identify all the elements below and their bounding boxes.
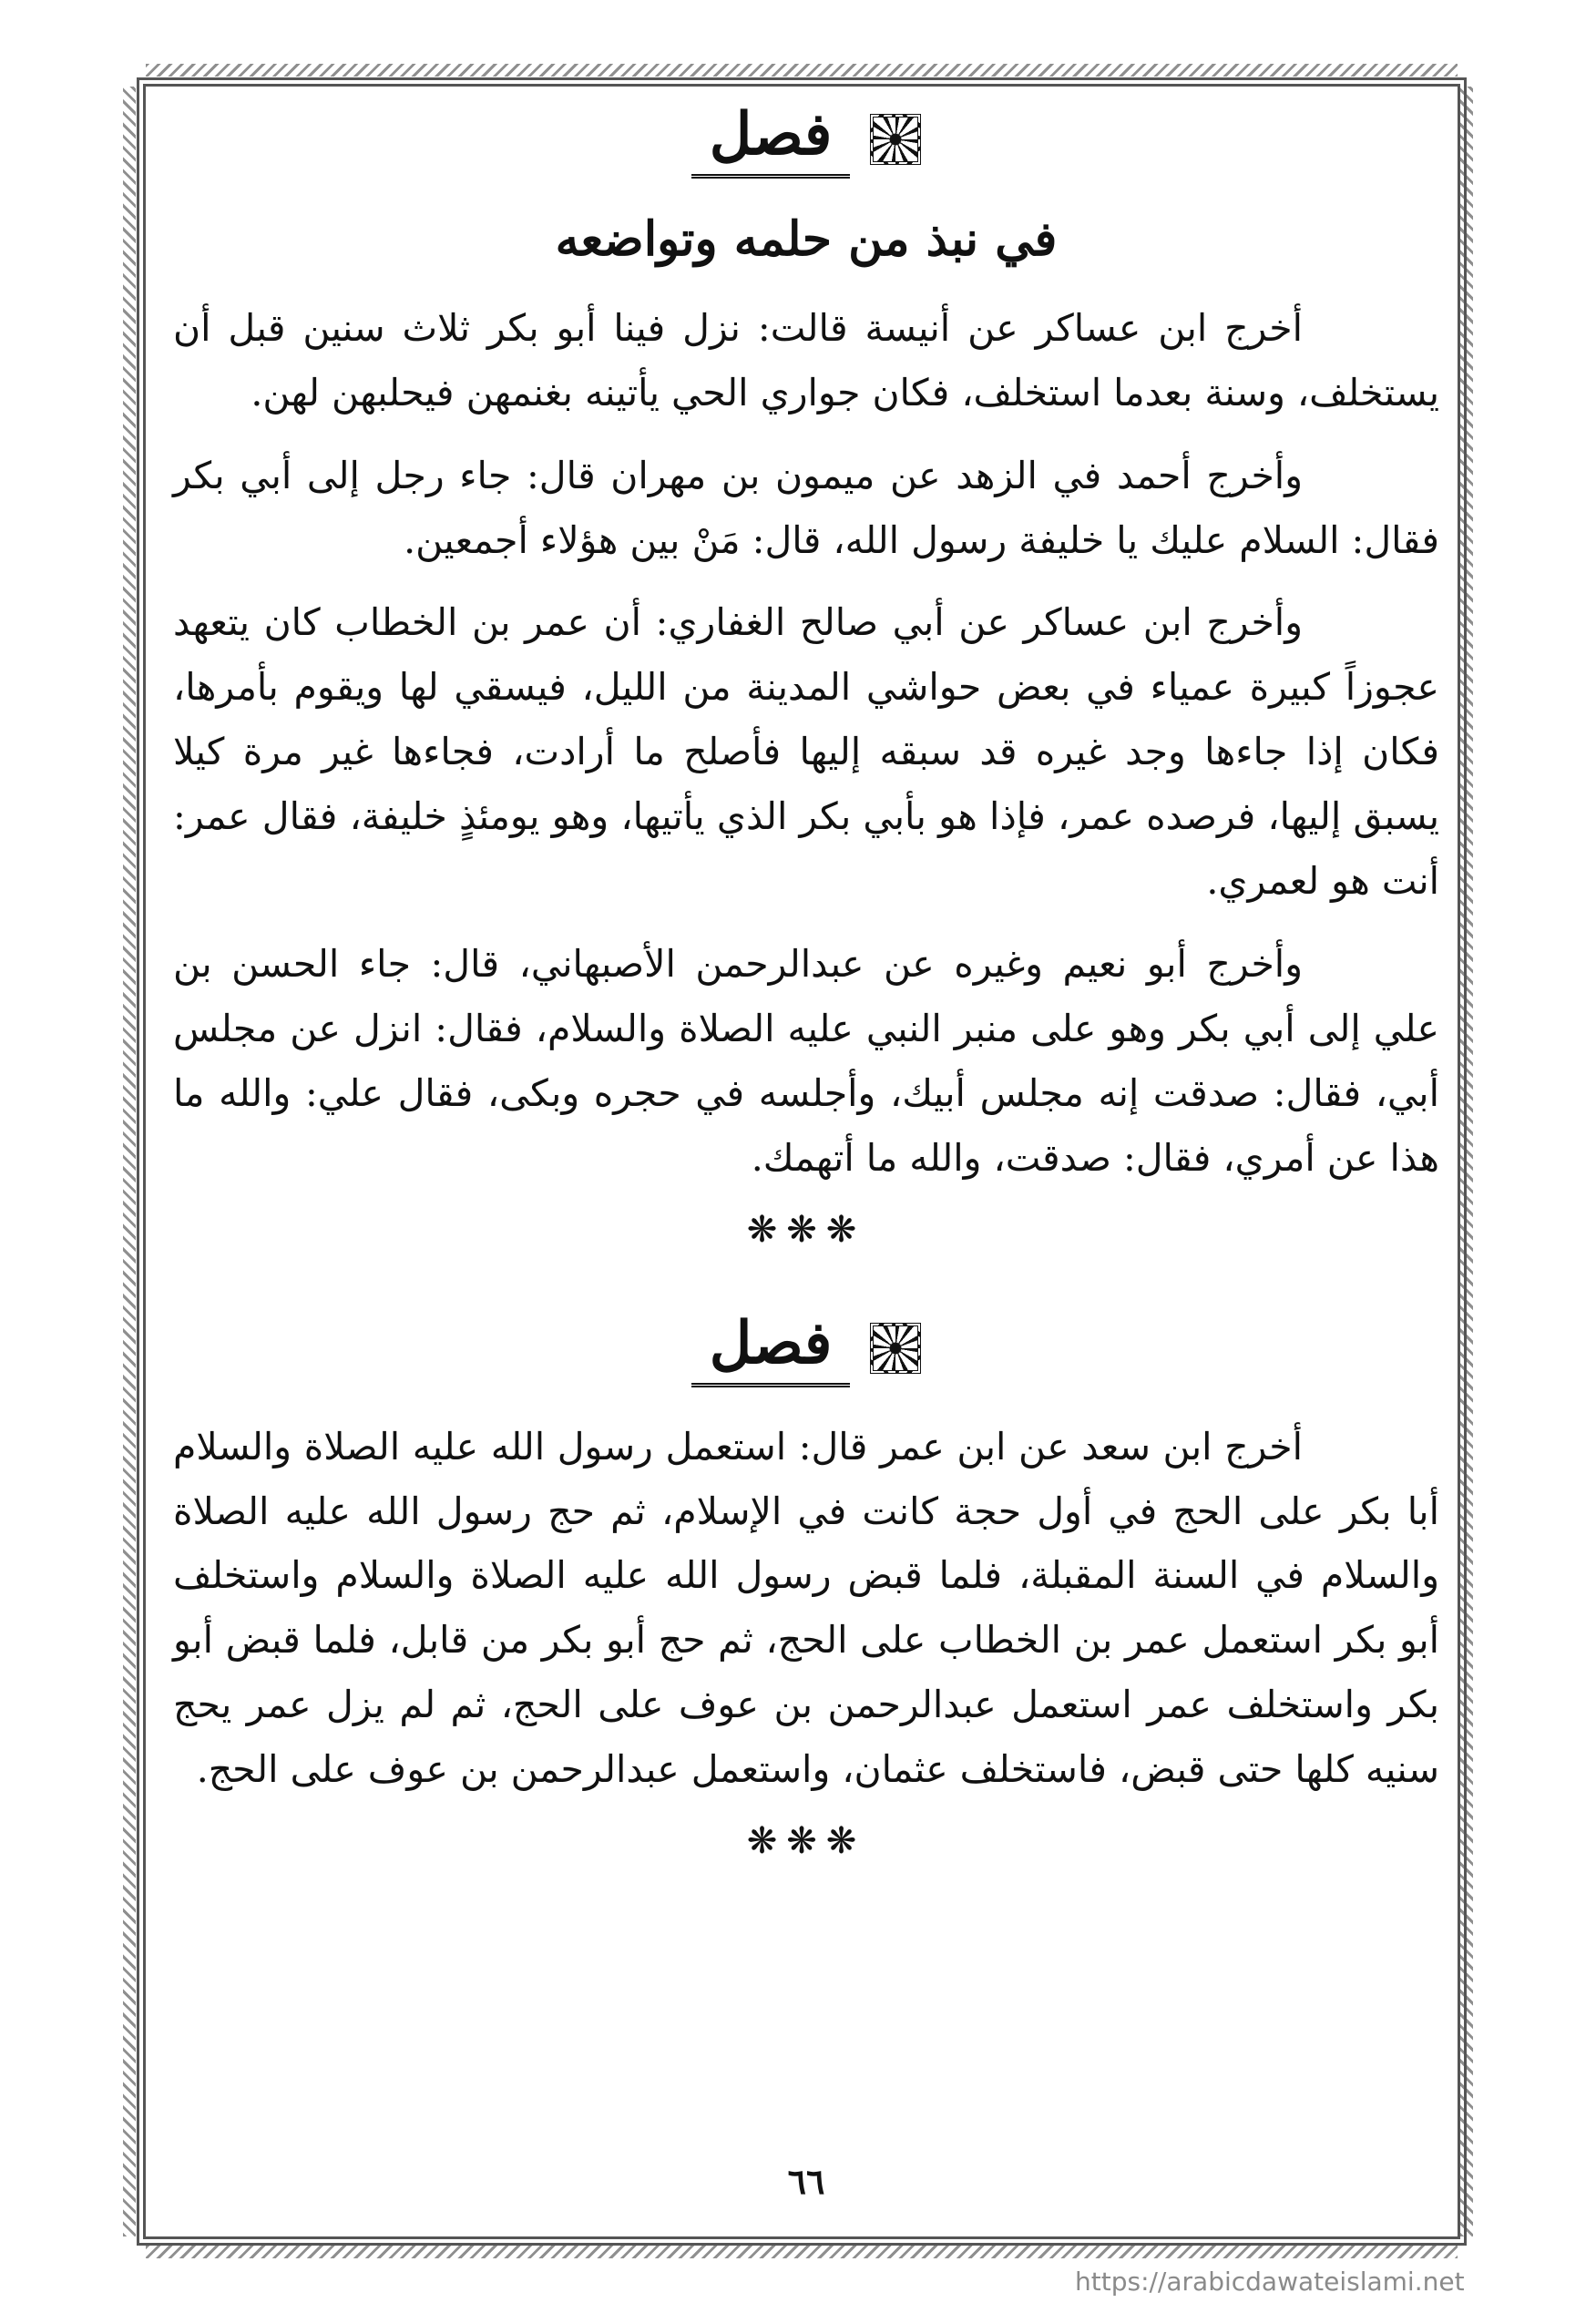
section-subtitle: في نبذ من حلمه وتواضعه bbox=[555, 210, 1058, 267]
section-heading-text: فصل bbox=[691, 1309, 851, 1387]
section-1 bbox=[173, 100, 1439, 1251]
decorative-border-bottom bbox=[146, 2246, 1458, 2258]
paragraph: وأخرج ابن عساكر عن أبي صالح الغفاري: أن عمر بن الخطاب كان يتعهد عجوزاً كبيرة عمياء في بعض حواشي المدينة من الليل، فيسقي لها ويقوم بأمرها، فكان إذا جاءها وجد غيره قد سبقه إليها فأصلح ما أرادت، فجاءها غير مرة كيلا يسبق إليها، فرصده عمر، فإذا هو بأبي بكر الذي يأتيها، وهو يومئذٍ خليفة، فقال عمر: أنت هو لعمري. bbox=[173, 600, 1439, 904]
page-number: ٦٦ bbox=[787, 2161, 825, 2202]
ornament-icon bbox=[870, 114, 921, 165]
decorative-border-left bbox=[123, 87, 136, 2236]
decorative-border-top bbox=[146, 64, 1458, 77]
watermark-url: https://arabicdawateislami.net bbox=[1075, 2267, 1465, 2297]
paragraph: أخرج ابن سعد عن ابن عمر قال: استعمل رسول الله عليه الصلاة والسلام أبا بكر على الحج في أول حجة كانت في الإسلام، ثم حج رسول الله عليه الصلاة والسلام في السنة المقبلة، فلما قبض رسول الله عليه الصلاة والسلام واستخلف أبو بكر استعمل عمر بن الخطاب على الحج، ثم حج أبو بكر من قابل، فلما قبض أبو بكر واستخلف عمر استعمل عبدالرحمن بن عوف على الحج، ثم لم يزل عمر يحج سنيه كلها حتى قبض، فاستخلف عثمان، واستعمل عبدالرحمن بن عوف على الحج. bbox=[173, 1424, 1439, 1792]
section-separator: ❋❋❋ bbox=[746, 1208, 866, 1251]
ornament-icon bbox=[870, 1323, 921, 1374]
paragraph: أخرج ابن عساكر عن أنيسة قالت: نزل فينا أبو بكر ثلاث سنين قبل أن يستخلف، وسنة بعدما استخلف، فكان جواري الحي يأتينه بغنمهن فيحلبهن لهن. bbox=[173, 305, 1439, 414]
section-separator: ❋❋❋ bbox=[746, 1820, 866, 1863]
section-heading bbox=[173, 1309, 1439, 1387]
section-2 bbox=[173, 1309, 1439, 1862]
section-heading bbox=[173, 100, 1439, 179]
section-heading-text: فصل bbox=[691, 100, 851, 179]
paragraph: وأخرج أحمد في الزهد عن ميمون بن مهران قال: جاء رجل إلى أبي بكر فقال: السلام عليك يا خليفة رسول الله، قال: مَنْ بين هؤلاء أجمعين. bbox=[173, 453, 1439, 562]
page-content bbox=[173, 100, 1439, 2223]
paragraph: وأخرج أبو نعيم وغيره عن عبدالرحمن الأصبهاني، قال: جاء الحسن بن علي إلى أبي بكر وهو على منبر النبي عليه الصلاة والسلام، فقال: انزل عن مجلس أبي، فقال: صدقت إنه مجلس أبيك، وأجلسه في حجره وبكى، فقال علي: والله ما هذا عن أمري، فقال: صدقت، والله ما أتهمك. bbox=[173, 942, 1439, 1180]
